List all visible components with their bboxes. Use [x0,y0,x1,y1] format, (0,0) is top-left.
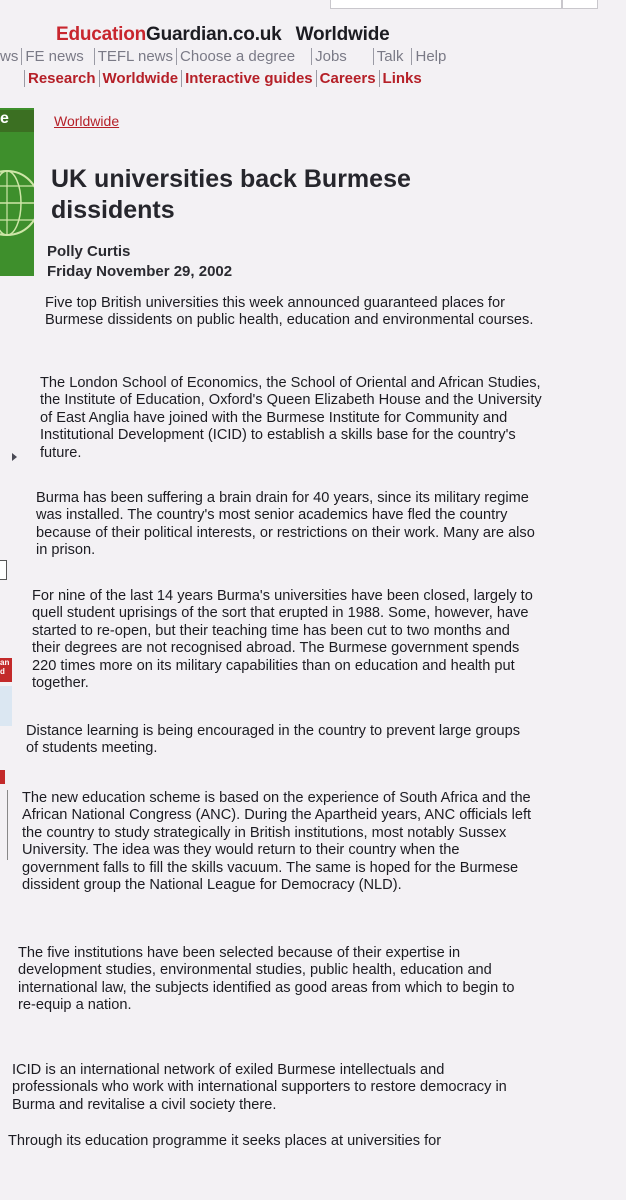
sidebar-promo-image[interactable] [0,686,12,726]
globe-icon [0,148,34,258]
section-logo [0,108,34,276]
logo-guardian: Guardian.co.uk [146,24,282,45]
paragraph: The five institutions have been selected because of their expertise in development studies, environmental studies, public health, education and international law, the subjects identified as good areas from which to begin to re-equip a nation. [18,945,515,1014]
publish-date: Friday November 29, 2002 [47,263,233,280]
nav-item-news[interactable]: ws [0,48,19,65]
sidebar-divider [0,790,8,860]
nav-item-careers[interactable]: Careers [316,70,379,87]
site-logo[interactable] [56,24,389,46]
section-logo-letter: e [0,110,34,132]
browser-button[interactable] [562,0,598,9]
sidebar-box [0,560,7,580]
nav-item-interactive-guides[interactable]: Interactive guides [181,70,316,87]
paragraph: Through its education programme it seeks places at universities for [8,1133,442,1149]
byline [47,242,232,282]
nav-item-tefl-news[interactable]: TEFL news [94,48,176,65]
article-title: UK universities back Burmese dissidents [51,165,411,224]
primary-nav [0,48,449,65]
paragraph: Distance learning is being encouraged in the country to prevent large groups of students meeting. [26,723,521,757]
section-link-worldwide[interactable]: Worldwide [54,113,120,129]
nav-item-research[interactable]: Research [24,70,99,87]
paragraph: Five top British universities this week announced guaranteed places for Burmese dissidents on public health, education and environmental courses. [45,295,534,329]
nav-item-jobs[interactable]: Jobs [311,48,373,65]
secondary-nav [24,70,425,87]
paragraph: ICID is an international network of exiled Burmese intellectuals and professionals who work with international supporters to restore democracy in Burma and revitalise a civil society there. [12,1062,507,1113]
paragraph: The new education scheme is based on the experience of South Africa and the African National Congress (ANC). During the Apartheid years, ANC officials left the country to study strategically in British institutions, most notably Sussex University. The idea was they would return to their country when the government falls to fill the skills vacuum. The same is hoped for the Burmese dissident group the National League for Democracy (NLD). [22,790,532,894]
logo-worldwide: Worldwide [295,24,390,45]
bullet-arrow-icon [12,453,17,461]
sidebar-promo-label[interactable]: an d [0,658,12,682]
nav-item-fe-news[interactable]: FE news [21,48,93,65]
nav-item-links[interactable]: Links [379,70,425,87]
logo-education: Education [56,24,147,45]
paragraph: For nine of the last 14 years Burma's universities have been closed, largely to quell student uprisings of the sort that erupted in 1988. Some, however, have started to re-open, but their teaching time has been cut to two months and their degrees are not recognised abroad. The Burmese government spends 220 times more on its military capabilities than on education and health put together. [32,588,533,692]
browser-bar [330,0,562,9]
author-name: Polly Curtis [47,243,131,260]
nav-item-talk[interactable]: Talk [373,48,412,65]
nav-item-help[interactable]: Help [411,48,449,65]
paragraph: Burma has been suffering a brain drain for 40 years, since its military regime was installed. The country's most senior academics have fled the country because of their political interests, or restrictions on their work. Many are also in prison. [36,490,535,559]
paragraph: The London School of Economics, the School of Oriental and African Studies, the Institute of Education, Oxford's Queen Elizabeth House and the University of East Anglia have joined with the Burmese Institute for Community and Institutional Development (ICID) to establish a skills base for the country's future. [40,375,542,461]
sidebar-promo-marker [0,770,5,784]
nav-item-worldwide[interactable]: Worldwide [99,70,182,87]
nav-item-choose-degree[interactable]: Choose a degree [176,48,311,65]
